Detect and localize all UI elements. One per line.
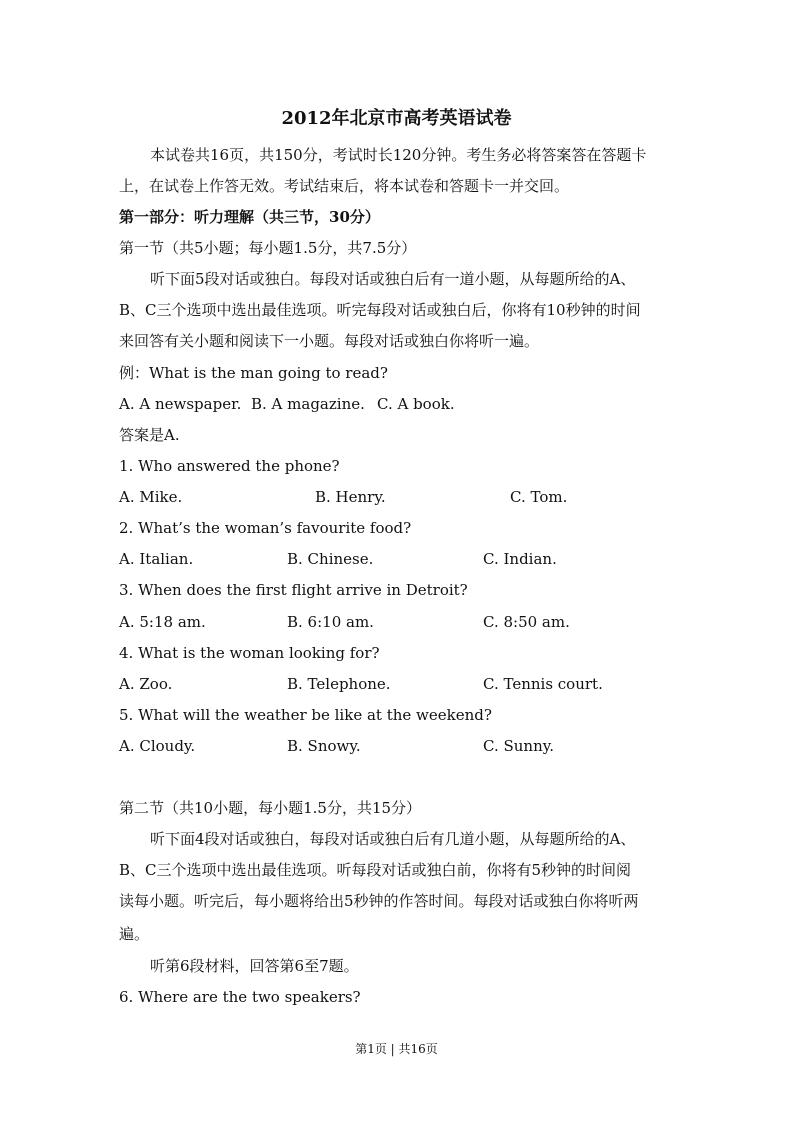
q3-option-b: B. 6:10 am.	[287, 613, 374, 631]
q5-option-b: B. Snowy.	[287, 737, 361, 755]
question-3: 3. When does the first flight arrive in Detroit?	[119, 581, 468, 599]
example-answer: 答案是A.	[119, 426, 180, 444]
q3-option-a: A. 5:18 am.	[119, 613, 206, 631]
section1-heading: 第一节（共5小题；每小题1.5分，共7.5分）	[119, 239, 417, 257]
q2-option-a: A. Italian.	[119, 550, 194, 568]
intro-line-2: 上，在试卷上作答无效。考试结束后，将本试卷和答题卡一并交回。	[119, 177, 570, 195]
q1-option-c: C. Tom.	[510, 488, 568, 506]
question-2: 2. What’s the woman’s favourite food?	[119, 519, 412, 537]
q3-option-c: C. 8:50 am.	[483, 613, 570, 631]
question-6: 6. Where are the two speakers?	[119, 988, 361, 1006]
question-5: 5. What will the weather be like at the weekend?	[119, 706, 492, 724]
page-footer: 第1页 | 共16页	[355, 1042, 438, 1056]
section2-instructions-1: 听下面4段对话或独白，每段对话或独白后有几道小题，从每题所给的A、	[150, 830, 636, 848]
q2-option-c: C. Indian.	[483, 550, 557, 568]
q4-option-a: A. Zoo.	[119, 675, 173, 693]
q5-option-a: A. Cloudy.	[119, 737, 196, 755]
section2-instructions-4: 遍。	[119, 925, 150, 943]
q1-option-b: B. Henry.	[315, 488, 386, 506]
q4-option-c: C. Tennis court.	[483, 675, 603, 693]
q2-option-b: B. Chinese.	[287, 550, 374, 568]
section1-instructions-1: 听下面5段对话或独白。每段对话或独白后有一道小题，从每题所给的A、	[150, 270, 636, 288]
section1-instructions-3: 来回答有关小题和阅读下一小题。每段对话或独白你将听一遍。	[119, 332, 540, 350]
section2-instructions-2: B、C三个选项中选出最佳选项。听每段对话或独白前，你将有5秒钟的时间阅	[119, 861, 632, 879]
example-option-a: A. A newspaper.	[119, 395, 242, 413]
section2-instructions-3: 读每小题。听完后，每小题将给出5秒钟的作答时间。每段对话或独白你将听两	[119, 892, 639, 910]
q5-option-c: C. Sunny.	[483, 737, 554, 755]
q1-option-a: A. Mike.	[119, 488, 183, 506]
part1-heading: 第一部分：听力理解（共三节，30分）	[119, 208, 380, 226]
intro-line-1: 本试卷共16页，共150分，考试时长120分钟。考生务必将答案答在答题卡	[150, 146, 647, 164]
page-title: 2012年北京市高考英语试卷	[281, 108, 512, 129]
section1-instructions-2: B、C三个选项中选出最佳选项。听完每段对话或独白后，你将有10秒钟的时间	[119, 301, 641, 319]
example-question: 例：What is the man going to read?	[119, 364, 388, 382]
example-option-b: B. A magazine.	[251, 395, 365, 413]
example-option-c: C. A book.	[377, 395, 455, 413]
material-note: 听第6段材料，回答第6至7题。	[150, 957, 359, 975]
question-4: 4. What is the woman looking for?	[119, 644, 380, 662]
section2-heading: 第二节（共10小题，每小题1.5分，共15分）	[119, 799, 422, 817]
q4-option-b: B. Telephone.	[287, 675, 391, 693]
question-1: 1. Who answered the phone?	[119, 457, 340, 475]
